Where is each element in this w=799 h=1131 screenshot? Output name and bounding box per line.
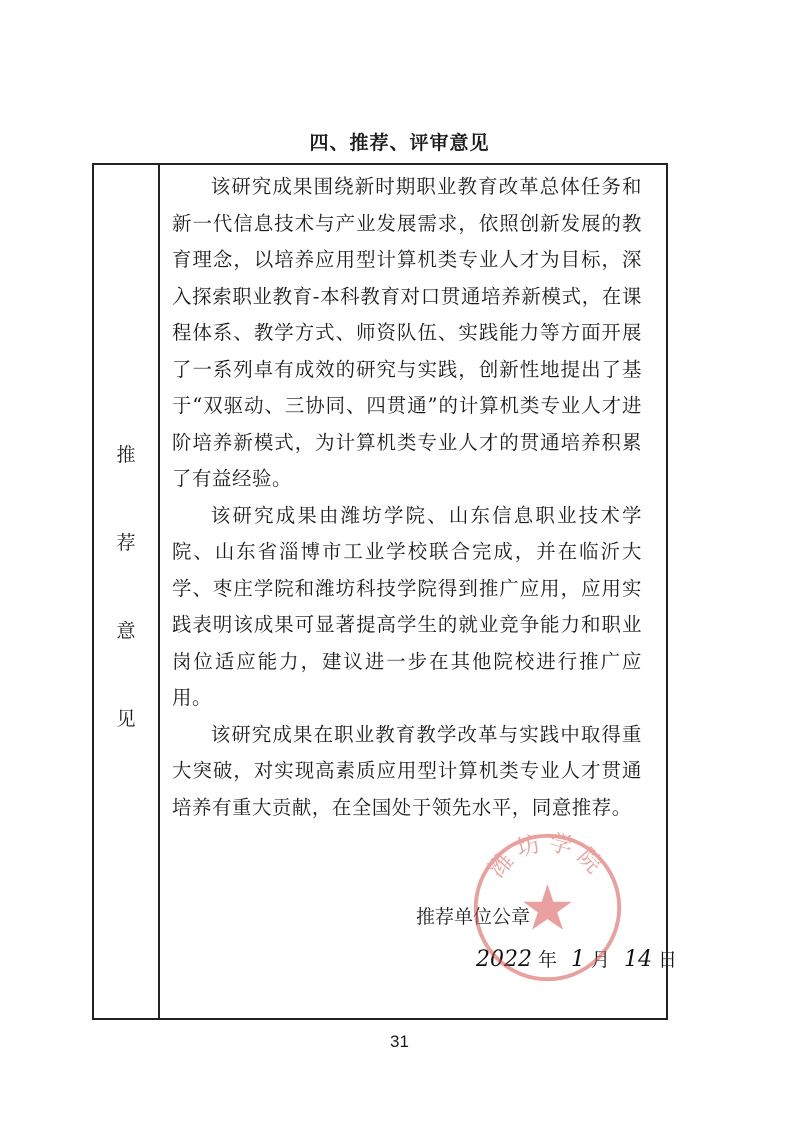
- date-day: 14: [624, 947, 653, 972]
- row-label-char: 意: [116, 620, 136, 642]
- row-label: [94, 443, 158, 795]
- date-month: 1: [571, 947, 586, 972]
- svg-text:潍坊学院: [483, 830, 611, 883]
- opinion-paragraph: 该研究成果在职业教育教学改革与实践中取得重大突破，对实现高素质应用型计算机类专业人才贯通培养有重大贡献，在全国处于领先水平，同意推荐。: [172, 722, 642, 819]
- opinion-paragraph: 该研究成果围绕新时期职业教育改革总体任务和新一代信息技术与产业发展需求，依照创新发展的教育理念，以培养应用型计算机类专业人才为目标，深入探索职业教育-本科教育对口贯通培养新模式，在课程体系、教学方式、师资队伍、实践能力等方面开展了一系列卓有成效的研究与实践，创新性地提出了基于“双驱动、三协同、四贯通”的计算机类专业人才进阶培养新模式，为计算机类专业人才的贯通培养积累了有益经验。: [172, 175, 642, 490]
- seal-label: 推荐单位公章: [416, 906, 531, 928]
- official-seal-icon: [470, 830, 625, 985]
- page-number: 31: [390, 1032, 409, 1051]
- date-year-unit: 年: [538, 949, 558, 971]
- seal-text: 潍坊学院: [483, 830, 612, 883]
- date-month-unit: 月: [591, 949, 611, 971]
- opinion-content: [172, 169, 642, 826]
- row-label-char: 推: [116, 444, 136, 466]
- section-title: 四、推荐、评审意见: [309, 132, 490, 154]
- row-label-char: 见: [116, 708, 136, 730]
- opinion-paragraph: 该研究成果由潍坊学院、山东信息职业技术学院、山东省淄博市工业学校联合完成，并在临沂大学、枣庄学院和潍坊科技学院得到推广应用，应用实践表明该成果可显著提高学生的就业竞争能力和职业岗位适应能力，建议进一步在其他院校进行推广应用。: [172, 503, 642, 709]
- row-label-char: 荐: [116, 532, 136, 554]
- date-year: 2022: [476, 947, 532, 972]
- date-day-unit: 日: [658, 949, 678, 971]
- column-divider: [158, 165, 160, 1018]
